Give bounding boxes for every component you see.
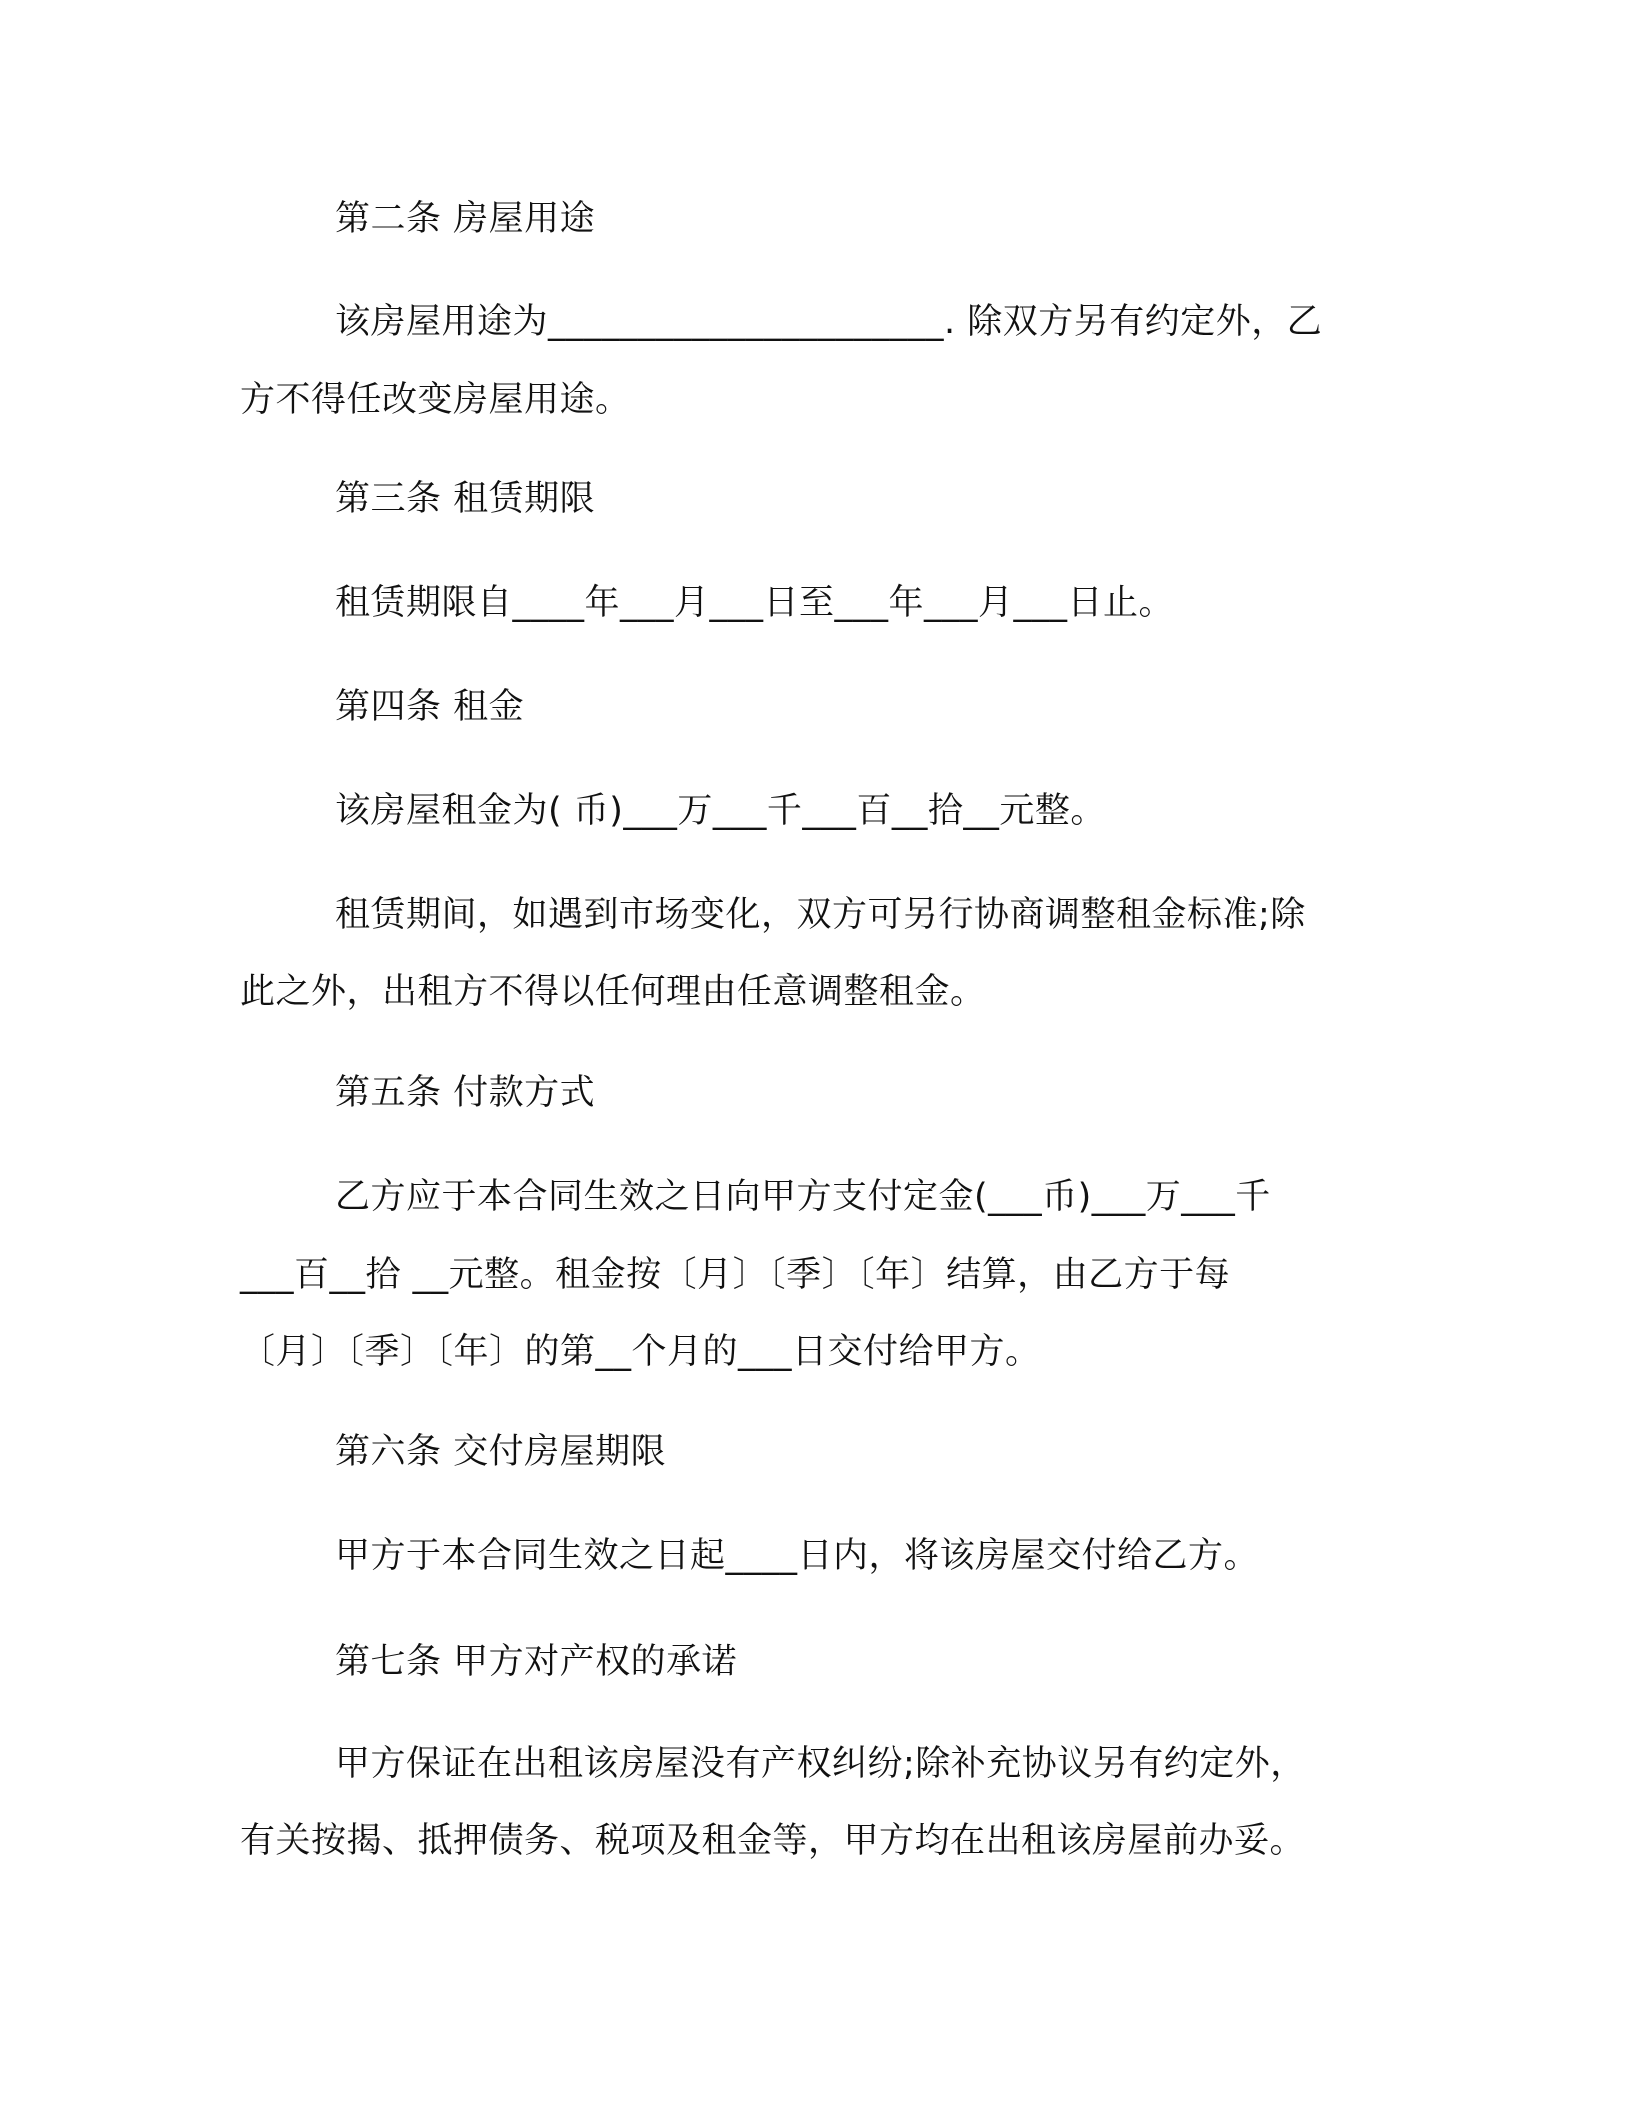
article-7-heading: 第七条 甲方对产权的承诺 — [335, 1642, 738, 1682]
article-6-heading: 第六条 交付房屋期限 — [335, 1432, 667, 1472]
article-3-heading: 第三条 租赁期限 — [335, 479, 596, 519]
article-5-heading: 第五条 付款方式 — [335, 1073, 596, 1113]
article-5-text-line-1: 乙方应于本合同生效之日向甲方支付定金(___币)___万___千 — [335, 1177, 1271, 1217]
article-7-text-line-2: 有关按揭、抵押债务、税项及租金等，甲方均在出租该房屋前办妥。 — [240, 1821, 1306, 1861]
article-4-note-line-1: 租赁期间，如遇到市场变化，双方可另行协商调整租金标准;除 — [335, 895, 1306, 935]
article-6-text: 甲方于本合同生效之日起____日内，将该房屋交付给乙方。 — [335, 1536, 1260, 1576]
article-2-heading: 第二条 房屋用途 — [335, 199, 596, 239]
article-4-heading: 第四条 租金 — [335, 687, 525, 727]
article-5-text-line-3: 〔月〕〔季〕〔年〕的第__个月的___日交付给甲方。 — [240, 1332, 1041, 1372]
article-2-text-line-2: 方不得任改变房屋用途。 — [240, 380, 631, 420]
article-4-text: 该房屋租金为( 币)___万___千___百__拾__元整。 — [335, 791, 1106, 831]
article-3-text: 租赁期限自____年___月___日至___年___月___日止。 — [335, 583, 1175, 623]
article-2-text-line-1: 该房屋用途为______________________. 除双方另有约定外，乙 — [335, 302, 1323, 342]
article-7-text-line-1: 甲方保证在出租该房屋没有产权纠纷;除补充协议另有约定外， — [335, 1744, 1306, 1784]
article-5-text-line-2: ___百__拾 __元整。租金按〔月〕〔季〕〔年〕结算，由乙方于每 — [240, 1255, 1231, 1295]
article-4-note-line-2: 此之外，出租方不得以任何理由任意调整租金。 — [240, 972, 986, 1012]
